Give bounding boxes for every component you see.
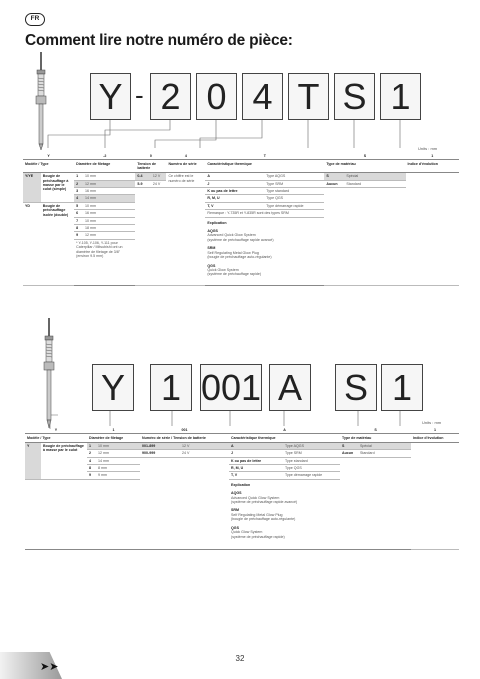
column-header: Indice d'évolution (406, 160, 459, 173)
table-cell: Aucun (324, 180, 344, 187)
part-char-box: T (288, 73, 329, 120)
explanation-line: (système de préchauffage rapide avancé) (207, 237, 274, 242)
part-char-box: 4 (242, 73, 283, 120)
table-cell: J (205, 180, 264, 187)
table-cell: 6 (74, 210, 83, 217)
table-cell: 12 mm (83, 232, 135, 239)
table-cell: T, V (205, 202, 264, 209)
model-code: Y (25, 442, 41, 479)
part-char-dash: - (135, 80, 144, 110)
explanation-line: Advanced Quick Glow System (207, 233, 256, 238)
explanation-title: Explication (231, 482, 251, 487)
table-cell: 2 (87, 450, 96, 457)
table-cell: 16 mm (83, 188, 135, 195)
explanation-line: (système de préchauffage rapide) (207, 272, 262, 277)
explanation-line: Quick Glow System (231, 530, 263, 535)
code-cell: S (340, 426, 411, 434)
model-code: YD (23, 202, 41, 285)
table-cell: Standard (344, 180, 405, 187)
spec-table-1 (23, 152, 459, 286)
column-header: Caractéristique thermique (205, 160, 324, 173)
table-cell: 12 V (151, 173, 167, 180)
code-cell: -2 (74, 152, 135, 160)
model-desc: Bougie de préchauffage à masse par le culot (41, 442, 87, 479)
table-cell: 4 (87, 457, 96, 464)
fast-forward-arrow-icon[interactable]: ➤➤ (40, 661, 59, 673)
table-cell: Ce chiffre est le numéro de série (166, 173, 205, 188)
code-cell: 4 (166, 152, 205, 160)
column-header: Modèle / Type (25, 434, 87, 442)
table-cell: 8 (87, 465, 96, 472)
table-cell: 900-999 (140, 450, 180, 457)
table-cell: Type démarrage rapide (264, 202, 324, 209)
column-header: Diamètre de filetage (87, 434, 140, 442)
explanation-term: QGS (231, 525, 239, 530)
units-note: Units : mm (422, 420, 442, 425)
table-cell: 16 mm (83, 210, 135, 217)
table-cell: J (229, 450, 283, 457)
table-cell: 8 mm (96, 465, 140, 472)
table-cell: 10 mm (96, 442, 140, 449)
table-cell: Type QGS (283, 465, 340, 472)
table-cell: 4 (74, 195, 83, 202)
table-cell: 12 mm (83, 180, 135, 187)
explanation-term: AQGS (231, 491, 242, 496)
table-cell: 9 mm (96, 472, 140, 479)
table-cell: 24 V (151, 180, 167, 187)
table-cell: A (229, 442, 283, 449)
table-cell: 8 (74, 225, 83, 232)
table-cell: 12 mm (96, 450, 140, 457)
table-cell: Type SRM (283, 450, 340, 457)
explanation-term: AQGS (207, 229, 218, 234)
table-cell: 3 (74, 188, 83, 195)
table-cell: Type standard (264, 188, 324, 195)
code-cell: 1 (406, 152, 459, 160)
table-cell: 14 mm (83, 195, 135, 202)
part-char-box: 0 (196, 73, 237, 120)
units-note: Units : mm (418, 146, 438, 151)
spec-table-2 (25, 426, 459, 550)
part-char-box: 1 (150, 364, 192, 411)
column-header: Caractéristique thermique (229, 434, 340, 442)
table-cell: Type AQGS (264, 173, 324, 180)
table-cell: T, V (229, 472, 283, 479)
table-cell: K ou pas de lettre (205, 188, 264, 195)
table-cell: Type SRM (264, 180, 324, 187)
column-header: Tension de batterie (135, 160, 166, 173)
table-cell: 18 mm (83, 225, 135, 232)
table-cell: 24 V (180, 450, 229, 457)
code-cell: 0 (135, 152, 166, 160)
table-cell: 10 mm (83, 217, 135, 224)
table-cell: Type AQGS (283, 442, 340, 449)
code-cell: 1 (87, 426, 140, 434)
table-cell: Spécial (344, 173, 405, 180)
model-code: Y/YE (23, 173, 41, 203)
explanation-line: Self Regulating Metal Glow Plug (207, 250, 259, 255)
table-cell: Aucun (340, 450, 358, 457)
table-cell: 5-9 (135, 180, 151, 187)
part-char-box: 1 (381, 364, 423, 411)
explanation-line: Self Regulating Metal Glow Plug (231, 512, 283, 517)
table-cell: Standard (358, 450, 411, 457)
code-cell: 001 (140, 426, 229, 434)
therm-remark: Remarque : Y-735R et Y-835R sont des types SRM (205, 210, 324, 217)
table-cell: Type démarrage rapide (283, 472, 340, 479)
table-cell: 9 (74, 232, 83, 239)
code-cell: Y (23, 152, 74, 160)
explanation-line: Advanced Quick Glow System (231, 495, 280, 500)
code-cell: 1 (411, 426, 459, 434)
column-header: Numéro de série (166, 160, 205, 173)
explanation-term: SRM (207, 246, 216, 251)
explanation-term: QGS (207, 263, 216, 268)
explanation-line: Quick Glow System (207, 267, 239, 272)
column-header: Type de matériau (340, 434, 411, 442)
part-char-box: Y (90, 73, 131, 120)
table-cell: 9 (87, 472, 96, 479)
part-char-box: S (335, 364, 377, 411)
table-cell: Type QGS (264, 195, 324, 202)
part-char-box: 2 (150, 73, 191, 120)
table-cell: 10 mm (83, 173, 135, 180)
diameter-note: * Y-105, Y-106, Y-111 pour Caterpillar / Mitsubishi ont un diamètre de filetage de 3/8" (environ 9.5 mm) (76, 240, 123, 259)
table-cell: 1 (87, 442, 96, 449)
column-header: Type de matériau (324, 160, 405, 173)
explanation-line: (système de préchauffage rapide) (231, 534, 285, 539)
table-cell: S (340, 442, 358, 449)
explanation-line: (bougie de préchauffage auto-régulante) (231, 517, 296, 522)
column-header: Diamètre de filetage (74, 160, 135, 173)
column-header: Indice d'évolution (411, 434, 459, 442)
table-cell: A (205, 173, 264, 180)
table-cell: 1 (74, 173, 83, 180)
part-char-box: A (269, 364, 311, 411)
table-cell: 14 mm (96, 457, 140, 464)
model-desc: Bougie de préchauffage à masse par le culot (simple) (41, 173, 74, 203)
code-cell: Y (25, 426, 87, 434)
table-cell: 0-4 (135, 173, 151, 180)
table-cell: K ou pas de lettre (229, 457, 283, 464)
explanation-term: SRM (231, 508, 239, 513)
table-cell: R, M, U (229, 465, 283, 472)
language-badge: FR (25, 13, 45, 26)
table-cell: Spécial (358, 442, 411, 449)
table-cell: 12 V (180, 442, 229, 449)
table-cell: R, M, U (205, 195, 264, 202)
page-title: Comment lire notre numéro de pièce: (25, 32, 293, 49)
code-cell: A (229, 426, 340, 434)
model-desc: Bougie de préchauffage isolée (double) (41, 202, 74, 285)
code-cell: T (205, 152, 324, 160)
part-char-box: Y (92, 364, 134, 411)
part-char-box: 001 (200, 364, 262, 411)
table-cell: Type standard (283, 457, 340, 464)
table-cell: 5 (74, 202, 83, 209)
column-header: Modèle / Type (23, 160, 74, 173)
column-header: Numéro de série / Tension de batterie (140, 434, 229, 442)
page-number: 32 (235, 654, 245, 663)
part-char-box: S (334, 73, 375, 120)
explanation-line: (bougie de préchauffage auto-régulante) (207, 255, 272, 260)
table-cell: 001-899 (140, 442, 180, 449)
part-char-box: 1 (380, 73, 421, 120)
table-cell: 10 mm (83, 202, 135, 209)
code-cell: S (324, 152, 405, 160)
table-cell: 7 (74, 217, 83, 224)
glow-plug-icon (41, 318, 57, 430)
table-cell: 2 (74, 180, 83, 187)
explanation-line: (système de préchauffage rapide avancé) (231, 500, 298, 505)
table-cell: S (324, 173, 344, 180)
explanation-title: Explication (207, 220, 227, 225)
